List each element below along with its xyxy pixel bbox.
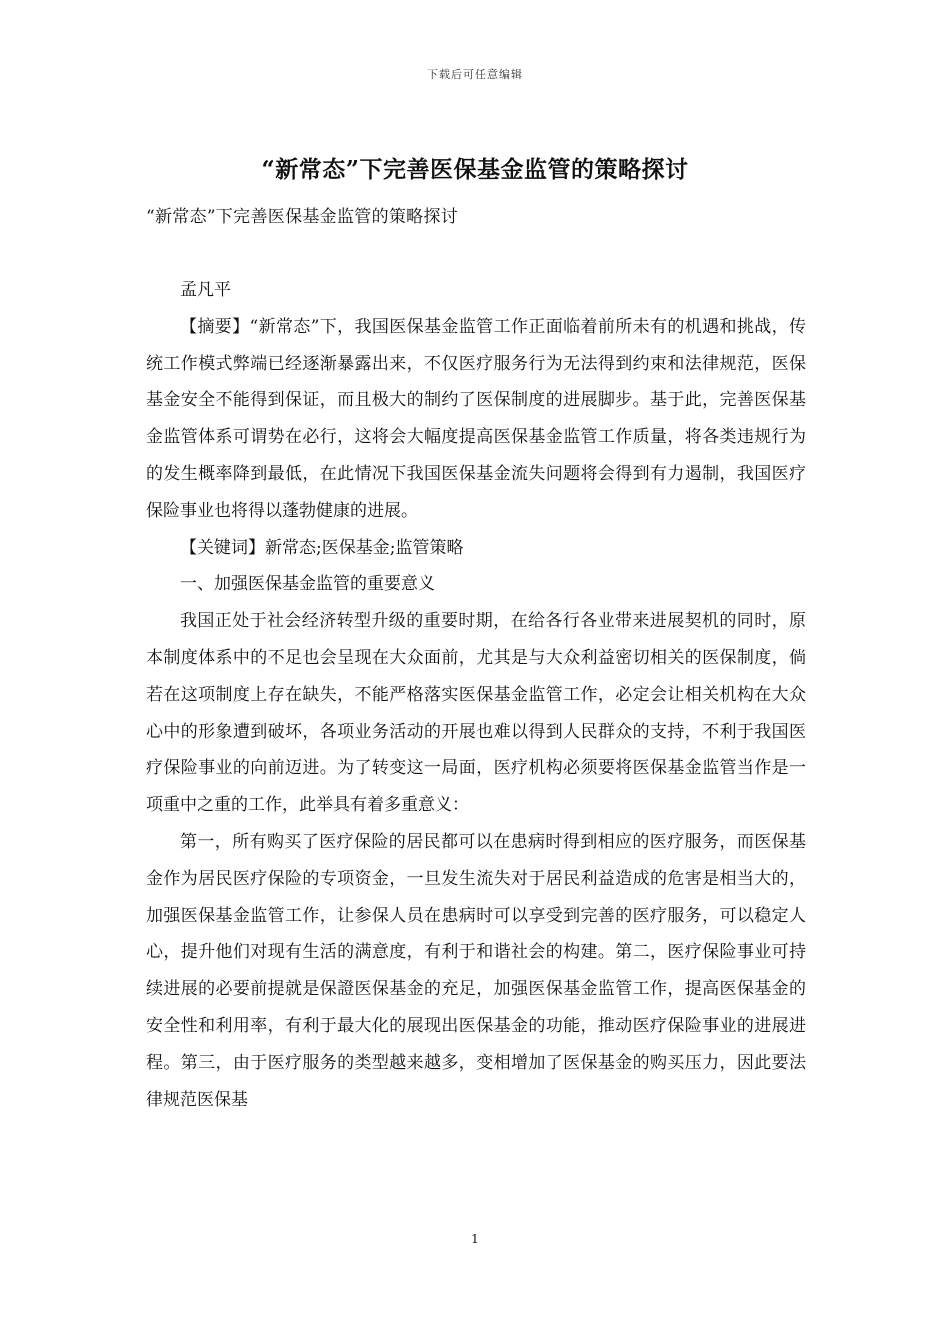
section-heading: 一、加强医保基金监管的重要意义 <box>180 574 435 595</box>
author-name: 孟凡平 <box>180 280 231 300</box>
document-body <box>146 272 806 1118</box>
page-header-note: 下载后可任意编辑 <box>427 68 523 81</box>
body-paragraph: 我国正处于社会经济转型升级的重要时期，在给各行各业带来进展契机的同时，原本制度体系中的不足也会呈现在大众面前，尤其是与大众利益密切相关的医保制度，倘若在这项制度上存在缺失，不能严格落实医保基金监管工作，必定会让相关机构在大众心中的形象遭到破坏，各项业务活动的开展也难以得到人民群众的支持，不利于我国医疗保险事业的向前迈进。为了转变这一局面，医疗机构必须要将医保基金监管当作是一项重中之重的工作，此举具有着多重意义： <box>146 611 806 816</box>
body-paragraph: 第一，所有购买了医疗保险的居民都可以在患病时得到相应的医疗服务，而医保基金作为居民医疗保险的专项资金，一旦发生流失对于居民利益造成的危害是相当大的，加强医保基金监管工作，让参保人员在患病时可以享受到完善的医疗服务，可以稳定人心，提升他们对现有生活的满意度，有利于和谐社会的构建。第二，医疗保险事业可持续进展的必要前提就是保證医保基金的充足，加强医保基金监管工作，提高医保基金的安全性和利用率，有利于最大化的展现出医保基金的功能，推动医疗保险事业的进展进程。第三，由于医疗服务的类型越来越多，变相增加了医保基金的购买压力，因此要法律规范医保基 <box>146 831 806 1110</box>
keywords-line: 【关键词】新常态;医保基金;监管策略 <box>180 537 464 558</box>
document-title: “新常态”下完善医保基金监管的策略探讨 <box>261 156 689 183</box>
abstract-paragraph: 【摘要】“新常态”下，我国医保基金监管工作正面临着前所未有的机遇和挑战，传统工作模式弊端已经逐渐暴露出来，不仅医疗服务行为无法得到约束和法律规范，医保基金安全不能得到保证，而且极大的制约了医保制度的进展脚步。基于此，完善医保基金监管体系可谓势在必行，这将会大幅度提高医保基金监管工作质量，将各类违规行为的发生概率降到最低，在此情况下我国医保基金流失问题将会得到有力遏制，我国医疗保险事业也将得以蓬勃健康的进展。 <box>146 316 806 521</box>
page-number: 1 <box>471 1232 479 1246</box>
document-subtitle: “新常态”下完善医保基金监管的策略探讨 <box>146 207 459 227</box>
